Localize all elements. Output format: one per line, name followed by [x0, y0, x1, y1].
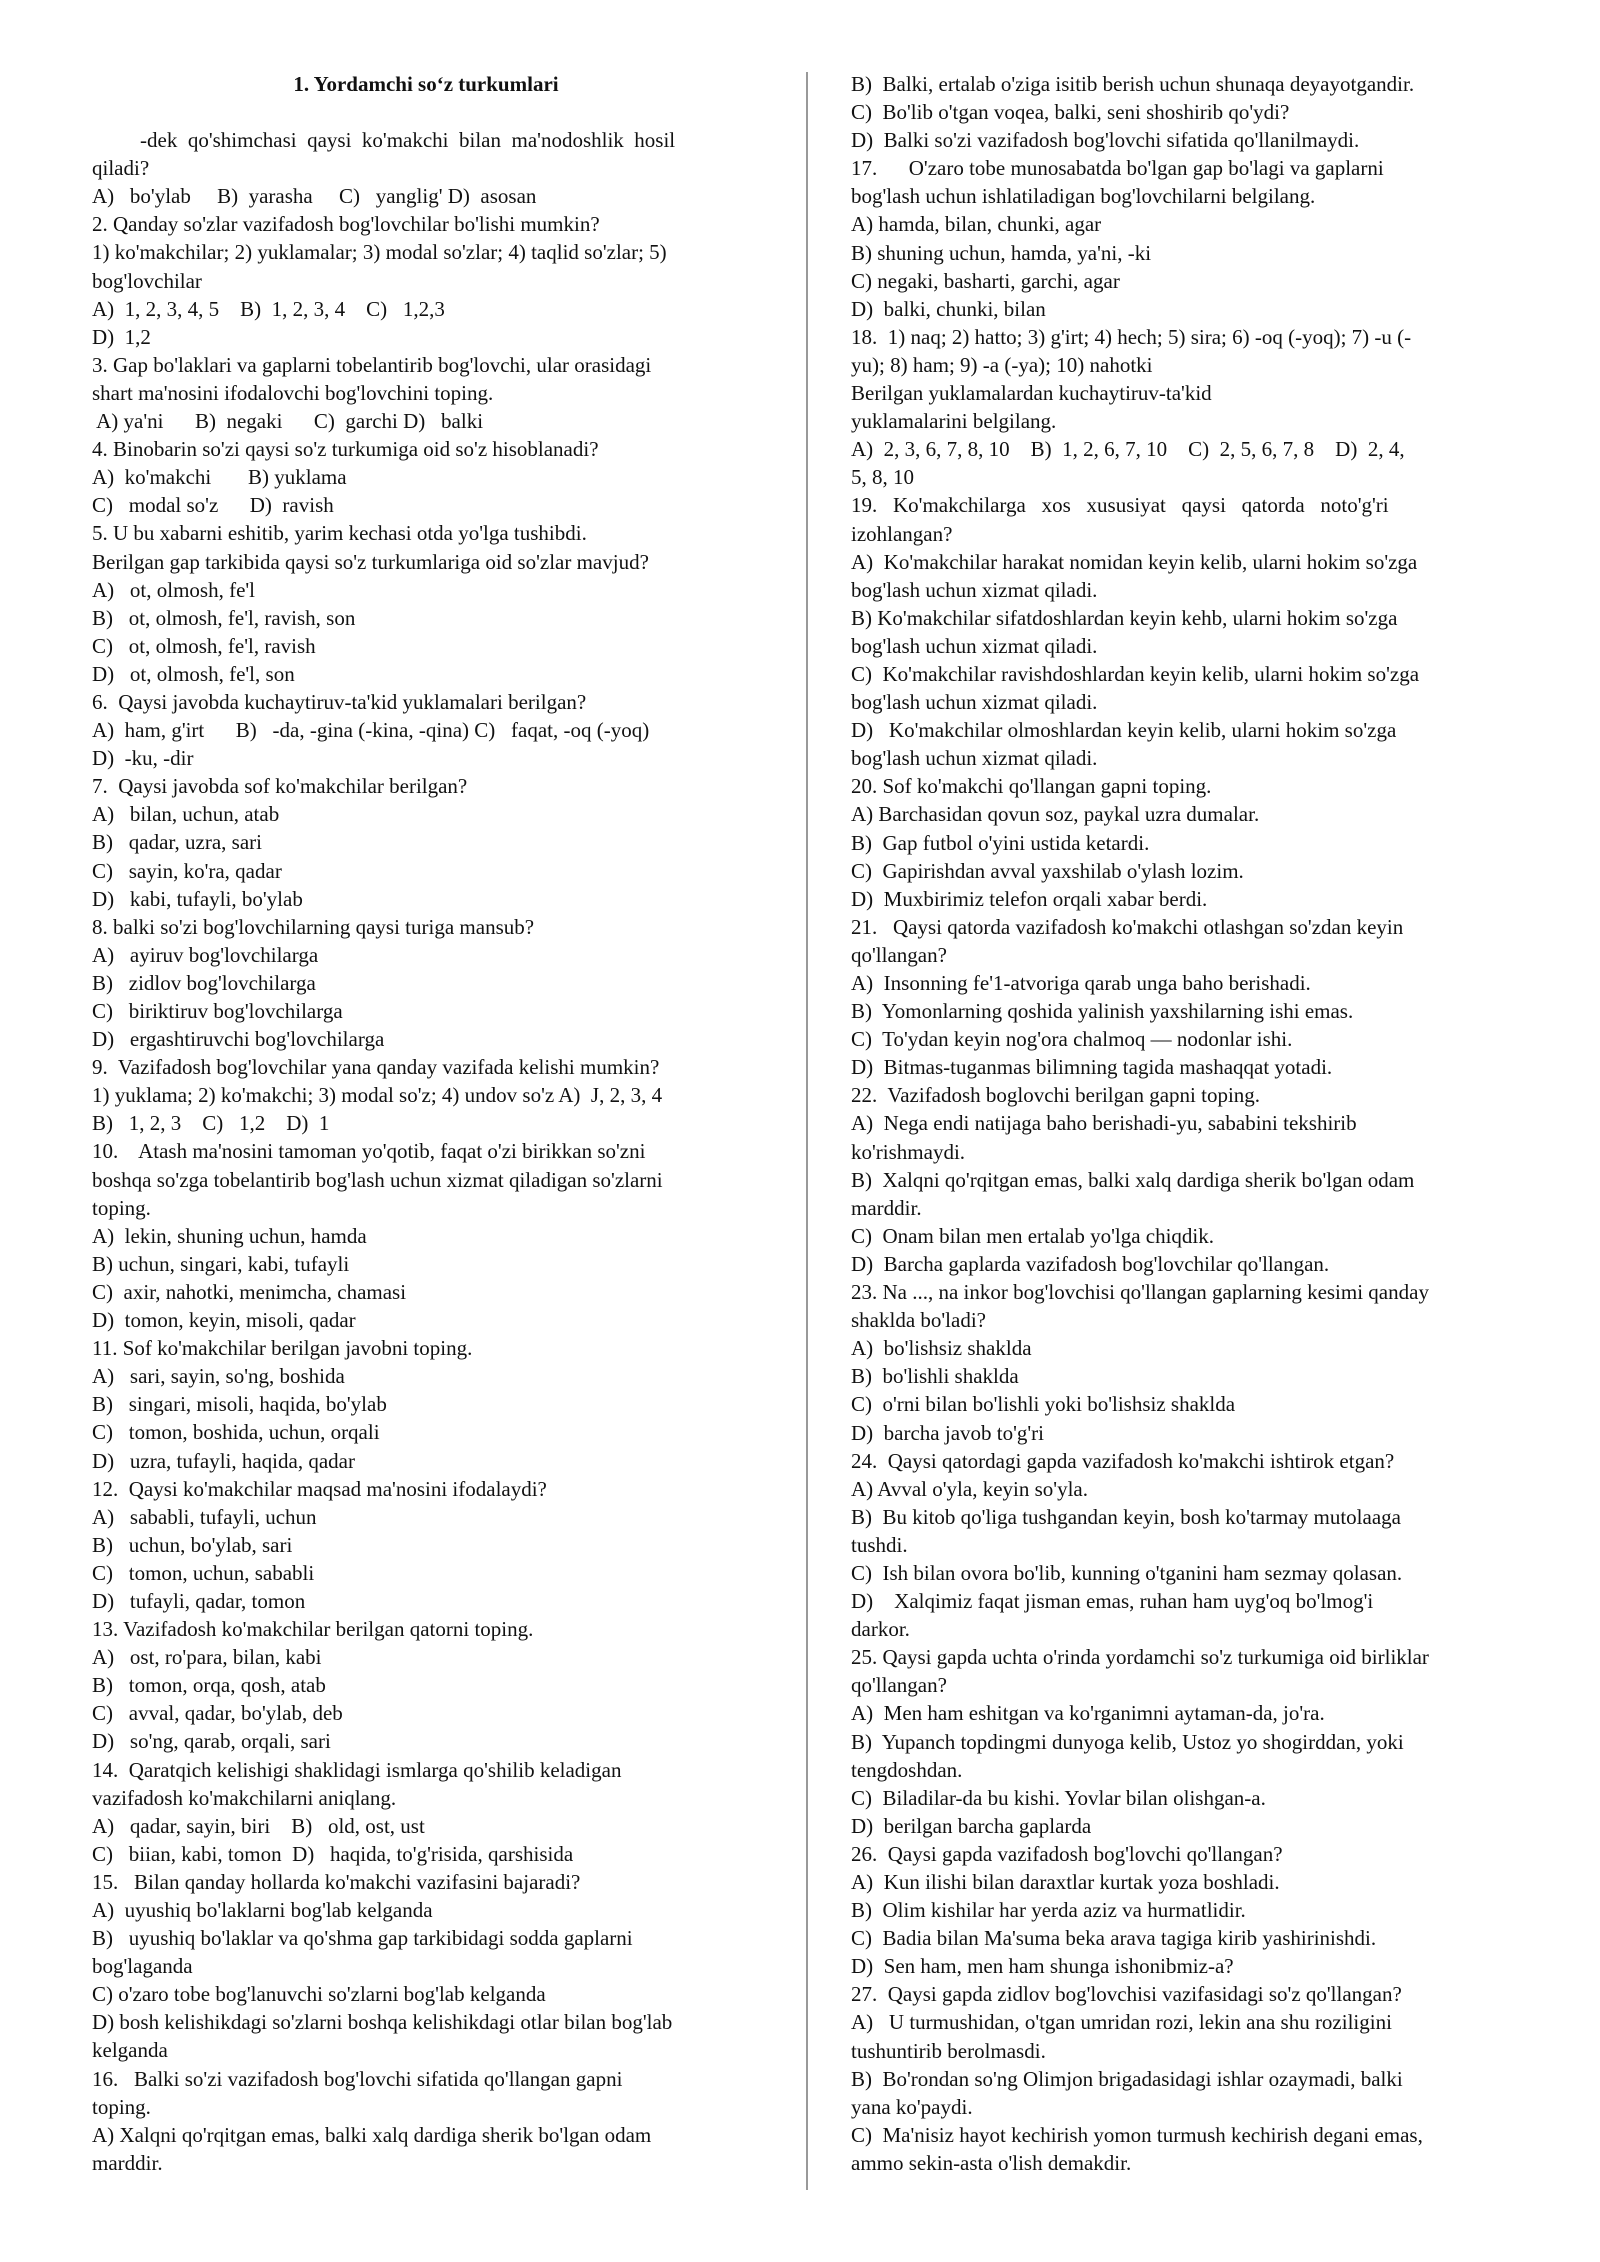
text-line: C) Bo'lib o'tgan voqea, balki, seni shoshirib qo'ydi?	[851, 100, 1290, 125]
text-line: boshqa so'zga tobelantirib bog'lash uchun xizmat qiladigan so'zlarni	[92, 1167, 663, 1192]
text-line: bog'lovchilar	[92, 268, 202, 293]
text-line: 8. balki so'zi bog'lovchilarning qaysi turiga mansub?	[92, 914, 535, 939]
text-line: C) Gapirishdan avval yaxshilab o'ylash lozim.	[851, 858, 1244, 883]
text-line: 15. Bilan qanday hollarda ko'makchi vazifasini bajaradi?	[92, 1869, 581, 1894]
text-line: 19. Ko'makchilarga xos xususiyat qaysi qatorda noto'g'ri	[851, 493, 1389, 518]
text-line: C) ot, olmosh, fe'l, ravish	[92, 633, 316, 658]
right-column	[851, 70, 1519, 2177]
text-line: A) Xalqni qo'rqitgan emas, balki xalq dardiga sherik bo'lgan odam	[92, 2122, 652, 2147]
text-line: bog'lash uchun xizmat qiladi.	[851, 746, 1098, 771]
text-line: 1) yuklama; 2) ko'makchi; 3) modal so'z; 4) undov so'z A) J, 2, 3, 4	[92, 1083, 663, 1108]
text-line: D) Balki so'zi vazifadosh bog'lovchi sifatida qo'llanilmaydi.	[851, 128, 1360, 153]
text-line: B) Bu kitob qo'liga tushgandan keyin, bosh ko'tarmay mutolaaga	[851, 1504, 1401, 1529]
text-line: B) bo'lishli shaklda	[851, 1364, 1019, 1389]
text-line: B) uchun, singari, kabi, tufayli	[92, 1251, 350, 1276]
text-line: 23. Na ..., na inkor bog'lovchisi qo'llangan gaplarning kesimi qanday	[851, 1280, 1429, 1305]
text-line: D) balki, chunki, bilan	[851, 296, 1046, 321]
text-line: A) qadar, sayin, biri B) old, ost, ust	[92, 1813, 425, 1838]
text-line: bog'lash uchun ishlatiladigan bog'lovchilarni belgilang.	[851, 184, 1316, 209]
text-line: 12. Qaysi ko'makchilar maqsad ma'nosini ifodalaydi?	[92, 1476, 547, 1501]
text-line: C) Ish bilan ovora bo'lib, kunning o'tganini ham sezmay qolasan.	[851, 1560, 1403, 1585]
text-line: 10. Atash ma'nosini tamoman yo'qotib, faqat o'zi birikkan so'zni	[92, 1139, 646, 1164]
text-line: 1) ko'makchilar; 2) yuklamalar; 3) modal so'zlar; 4) taqlid so'zlar; 5)	[92, 240, 667, 265]
text-line: darkor.	[851, 1617, 910, 1642]
text-line: A) Barchasidan qovun soz, paykal uzra dumalar.	[851, 802, 1260, 827]
text-line: C) To'ydan keyin nog'ora chalmoq — nodonlar ishi.	[851, 1027, 1293, 1052]
text-line: A) ko'makchi B) yuklama	[92, 465, 347, 490]
text-line: C) biian, kabi, tomon D) haqida, to'g'risida, qarshisida	[92, 1841, 574, 1866]
text-line: C) Ko'makchilar ravishdoshlardan keyin kelib, ularni hokim so'zga	[851, 661, 1420, 686]
text-line: 22. Vazifadosh boglovchi berilgan gapni toping.	[851, 1083, 1261, 1108]
text-line: A) 2, 3, 6, 7, 8, 10 B) 1, 2, 6, 7, 10 C) 2, 5, 6, 7, 8 D) 2, 4,	[851, 437, 1405, 462]
text-line: 25. Qaysi gapda uchta o'rinda yordamchi so'z turkumiga oid birliklar	[851, 1645, 1429, 1670]
text-line: B) ot, olmosh, fe'l, ravish, son	[92, 605, 356, 630]
text-line: 11. Sof ko'makchilar berilgan javobni toping.	[92, 1336, 473, 1361]
text-line: C) biriktiruv bog'lovchilarga	[92, 999, 343, 1023]
right-column-text	[851, 70, 1519, 2177]
text-line: Berilgan yuklamalardan kuchaytiruv-ta'kid	[851, 381, 1212, 406]
text-line: yu); 8) ham; 9) -a (-ya); 10) nahotki	[851, 352, 1153, 377]
text-line: marddir.	[92, 2150, 163, 2175]
text-line: A) ayiruv bog'lovchilarga	[92, 942, 319, 967]
text-line: C) tomon, boshida, uchun, orqali	[92, 1420, 380, 1445]
text-line: A) Insonning fe'1-atvoriga qarab unga baho berishadi.	[851, 971, 1311, 995]
text-line: A) bilan, uchun, atab	[92, 802, 280, 827]
text-line: D) uzra, tufayli, haqida, qadar	[92, 1448, 355, 1473]
text-line: A) Ko'makchilar harakat nomidan keyin kelib, ularni hokim so'zga	[851, 549, 1418, 574]
text-line: D) ot, olmosh, fe'l, son	[92, 661, 295, 686]
text-line: ammo sekin-asta o'lish demakdir.	[851, 2150, 1132, 2175]
text-line: A) sababli, tufayli, uchun	[92, 1504, 317, 1529]
text-line: D) -ku, -dir	[92, 746, 194, 771]
left-column	[92, 70, 760, 2177]
text-line: D) Xalqimiz faqat jisman emas, ruhan ham uyg'oq bo'lmog'i	[851, 1589, 1374, 1614]
text-line: D) berilgan barcha gaplarda	[851, 1813, 1092, 1838]
text-line: A) uyushiq bo'laklarni bog'lab kelganda	[92, 1898, 433, 1922]
text-line: bog'lash uchun xizmat qiladi.	[851, 577, 1098, 602]
text-line: C) tomon, uchun, sababli	[92, 1560, 315, 1585]
text-line: 20. Sof ko'makchi qo'llangan gapni toping.	[851, 774, 1212, 799]
text-line: A) Kun ilishi bilan daraxtlar kurtak yoza boshladi.	[851, 1870, 1280, 1894]
text-line: A) Men ham eshitgan va ko'rganimni aytaman-da, jo'ra.	[851, 1701, 1325, 1726]
text-line: 4. Binobarin so'zi qaysi so'z turkumiga oid so'z hisoblanadi?	[92, 437, 599, 462]
text-line: bog'lash uchun xizmat qiladi.	[851, 633, 1098, 658]
text-line: izohlangan?	[851, 521, 953, 546]
text-line: C) axir, nahotki, menimcha, chamasi	[92, 1279, 407, 1304]
text-line: 27. Qaysi gapda zidlov bog'lovchisi vazifasidagi so'z qo'llangan?	[851, 1982, 1402, 2007]
text-line: A) 1, 2, 3, 4, 5 B) 1, 2, 3, 4 C) 1,2,3	[92, 296, 445, 321]
text-line: A) bo'ylab B) yarasha C) yanglig' D) asosan	[92, 184, 537, 209]
text-line: qo'llangan?	[851, 1673, 947, 1698]
text-line: B) qadar, uzra, sari	[92, 830, 262, 855]
text-line: C) o'zaro tobe bog'lanuvchi so'zlarni bog'lab kelganda	[92, 1982, 546, 2007]
page-title: 1. Yordamchi so‘z turkumlari	[293, 72, 559, 96]
text-line: B) uyushiq bo'laklar va qo'shma gap tarkibidagi sodda gaplarni	[92, 1926, 633, 1951]
text-line: B) uchun, bo'ylab, sari	[92, 1532, 293, 1557]
text-line: C) Ma'nisiz hayot kechirish yomon turmush kechirish degani emas,	[851, 2122, 1423, 2147]
text-line: A) lekin, shuning uchun, hamda	[92, 1223, 367, 1248]
text-line: shart ma'nosini ifodalovchi bog'lovchini toping.	[92, 380, 494, 405]
text-line: 5, 8, 10	[851, 465, 914, 490]
text-line: tushuntirib berolmasdi.	[851, 2038, 1046, 2063]
text-line: C) negaki, basharti, garchi, agar	[851, 268, 1120, 293]
text-line: B) singari, misoli, haqida, bo'ylab	[92, 1392, 387, 1417]
text-line: ko'rishmaydi.	[851, 1139, 966, 1164]
text-line: B) Ko'makchilar sifatdoshlardan keyin kehb, ularni hokim so'zga	[851, 605, 1398, 630]
text-line: kelganda	[92, 2038, 168, 2063]
text-line: 13. Vazifadosh ko'makchilar berilgan qatorni toping.	[92, 1617, 534, 1642]
text-line: qiladi?	[92, 156, 150, 181]
text-line: C) sayin, ko'ra, qadar	[92, 858, 282, 883]
text-line: D) so'ng, qarab, orqali, sari	[92, 1729, 331, 1754]
text-line: B) zidlov bog'lovchilarga	[92, 970, 316, 995]
text-line: A) ham, g'irt B) -da, -gina (-kina, -qina) C) faqat, -oq (-yoq)	[92, 718, 650, 743]
text-line: 18. 1) naq; 2) hatto; 3) g'irt; 4) hech; 5) sira; 6) -oq (-yoq); 7) -u (-	[851, 324, 1412, 349]
text-line: C) modal so'z D) ravish	[92, 493, 334, 518]
text-line: yuklamalarini belgilang.	[851, 409, 1057, 434]
text-line: 16. Balki so'zi vazifadosh bog'lovchi sifatida qo'llangan gapni	[92, 2066, 623, 2091]
text-line: A) ost, ro'para, bilan, kabi	[92, 1645, 322, 1670]
text-line: D) Bitmas-tuganmas bilimning tagida mashaqqat yotadi.	[851, 1055, 1333, 1080]
text-line: D) tufayli, qadar, tomon	[92, 1588, 306, 1613]
text-line: C) o'rni bilan bo'lishli yoki bo'lishsiz shaklda	[851, 1392, 1236, 1417]
text-line: 9. Vazifadosh bog'lovchilar yana qanday vazifada kelishi mumkin?	[92, 1055, 660, 1080]
text-line: 26. Qaysi gapda vazifadosh bog'lovchi qo'llangan?	[851, 1841, 1283, 1866]
text-line: 21. Qaysi qatorda vazifadosh ko'makchi otlashgan so'zdan keyin	[851, 914, 1404, 939]
text-line: D) Ko'makchilar olmoshlardan keyin kelib, ularni hokim so'zga	[851, 718, 1397, 743]
text-line: B) Gap futbol o'yini ustida ketardi.	[851, 830, 1150, 855]
text-line: bog'laganda	[92, 1954, 193, 1979]
text-line: B) Xalqni qo'rqitgan emas, balki xalq dardiga sherik bo'lgan odam	[851, 1167, 1415, 1192]
text-line: D) kabi, tufayli, bo'ylab	[92, 886, 303, 911]
text-line: A) bo'lishsiz shaklda	[851, 1336, 1032, 1361]
text-line: A) hamda, bilan, chunki, agar	[851, 212, 1102, 237]
text-line: 5. U bu xabarni eshitib, yarim kechasi otda yo'lga tushibdi.	[92, 521, 587, 546]
text-line: A) ya'ni B) negaki C) garchi D) balki	[92, 409, 484, 434]
text-line: toping.	[92, 1195, 151, 1220]
text-line: C) Biladilar-da bu kishi. Yovlar bilan olishgan-a.	[851, 1785, 1266, 1810]
text-line: B) tomon, orqa, qosh, atab	[92, 1673, 326, 1698]
text-line: B) Olim kishilar har yerda aziz va hurmatlidir.	[851, 1898, 1246, 1923]
text-line: 6. Qaysi javobda kuchaytiruv-ta'kid yuklamalari berilgan?	[92, 689, 587, 714]
text-line: toping.	[92, 2094, 151, 2119]
text-line: A) Nega endi natijaga baho berishadi-yu, sababini tekshirib	[851, 1111, 1357, 1136]
text-line: D) 1,2	[92, 324, 151, 349]
text-line: C) avval, qadar, bo'ylab, deb	[92, 1701, 343, 1726]
text-line: A) sari, sayin, so'ng, boshida	[92, 1364, 345, 1389]
text-line: B) Yomonlarning qoshida yalinish yaxshilarning ishi emas.	[851, 999, 1354, 1024]
text-line: B) shuning uchun, hamda, ya'ni, -ki	[851, 240, 1152, 265]
text-line: D) Barcha gaplarda vazifadosh bog'lovchilar qo'llangan.	[851, 1251, 1330, 1276]
left-column-text	[92, 126, 760, 2177]
text-line: A) Avval o'yla, keyin so'yla.	[851, 1476, 1088, 1501]
text-line: 24. Qaysi qatordagi gapda vazifadosh ko'makchi ishtirok etgan?	[851, 1448, 1395, 1473]
text-line: qo'llangan?	[851, 942, 947, 967]
text-line: 17. O'zaro tobe munosabatda bo'lgan gap bo'lagi va gaplarni	[851, 156, 1384, 181]
text-line: bog'lash uchun xizmat qiladi.	[851, 690, 1098, 715]
text-line: tengdoshdan.	[851, 1757, 963, 1782]
text-line: B) Bo'rondan so'ng Olimjon brigadasidagi ishlar ozaymadi, balki	[851, 2066, 1403, 2091]
text-line: Berilgan gap tarkibida qaysi so'z turkumlariga oid so'zlar mavjud?	[92, 549, 649, 574]
text-line: 7. Qaysi javobda sof ko'makchilar berilgan?	[92, 774, 468, 799]
text-line: tushdi.	[851, 1532, 908, 1557]
text-line: A) U turmushidan, o'tgan umridan rozi, lekin ana shu roziligini	[851, 2010, 1392, 2035]
text-line: shaklda bo'ladi?	[851, 1308, 986, 1333]
text-line: vazifadosh ko'makchilarni aniqlang.	[92, 1785, 397, 1810]
text-line: D) ergashtiruvchi bog'lovchilarga	[92, 1027, 385, 1052]
text-line: D) bosh kelishikdagi so'zlarni boshqa kelishikdagi otlar bilan bog'lab	[92, 2010, 673, 2035]
text-line: D) barcha javob to'g'ri	[851, 1420, 1044, 1445]
text-line: marddir.	[851, 1195, 922, 1220]
text-line: B) Yupanch topdingmi dunyoga kelib, Ustoz yo shogirddan, yoki	[851, 1729, 1404, 1754]
text-line: C) Badia bilan Ma'suma beka arava tagiga kirib yashirinishdi.	[851, 1926, 1377, 1951]
text-line: A) ot, olmosh, fe'l	[92, 577, 256, 602]
text-line: B) Balki, ertalab o'ziga isitib berish uchun shunaqa deyayotgandir.	[851, 72, 1415, 96]
text-line: D) tomon, keyin, misoli, qadar	[92, 1308, 356, 1333]
text-line: 2. Qanday so'zlar vazifadosh bog'lovchilar bo'lishi mumkin?	[92, 212, 600, 237]
text-line: D) Sen ham, men ham shunga ishonibmiz-a?	[851, 1954, 1234, 1979]
text-line: -dek qo'shimchasi qaysi ko'makchi bilan ma'nodoshlik hosil	[140, 128, 676, 153]
text-line: D) Muxbirimiz telefon orqali xabar berdi.	[851, 886, 1208, 911]
column-divider	[806, 72, 808, 2190]
text-line: C) Onam bilan men ertalab yo'lga chiqdik.	[851, 1223, 1215, 1248]
text-line: yana ko'paydi.	[851, 2094, 973, 2119]
text-line: 14. Qaratqich kelishigi shaklidagi ismlarga qo'shilib keladigan	[92, 1757, 622, 1782]
text-line: 3. Gap bo'laklari va gaplarni tobelantirib bog'lovchi, ular orasidagi	[92, 352, 652, 377]
text-line: B) 1, 2, 3 C) 1,2 D) 1	[92, 1111, 330, 1136]
